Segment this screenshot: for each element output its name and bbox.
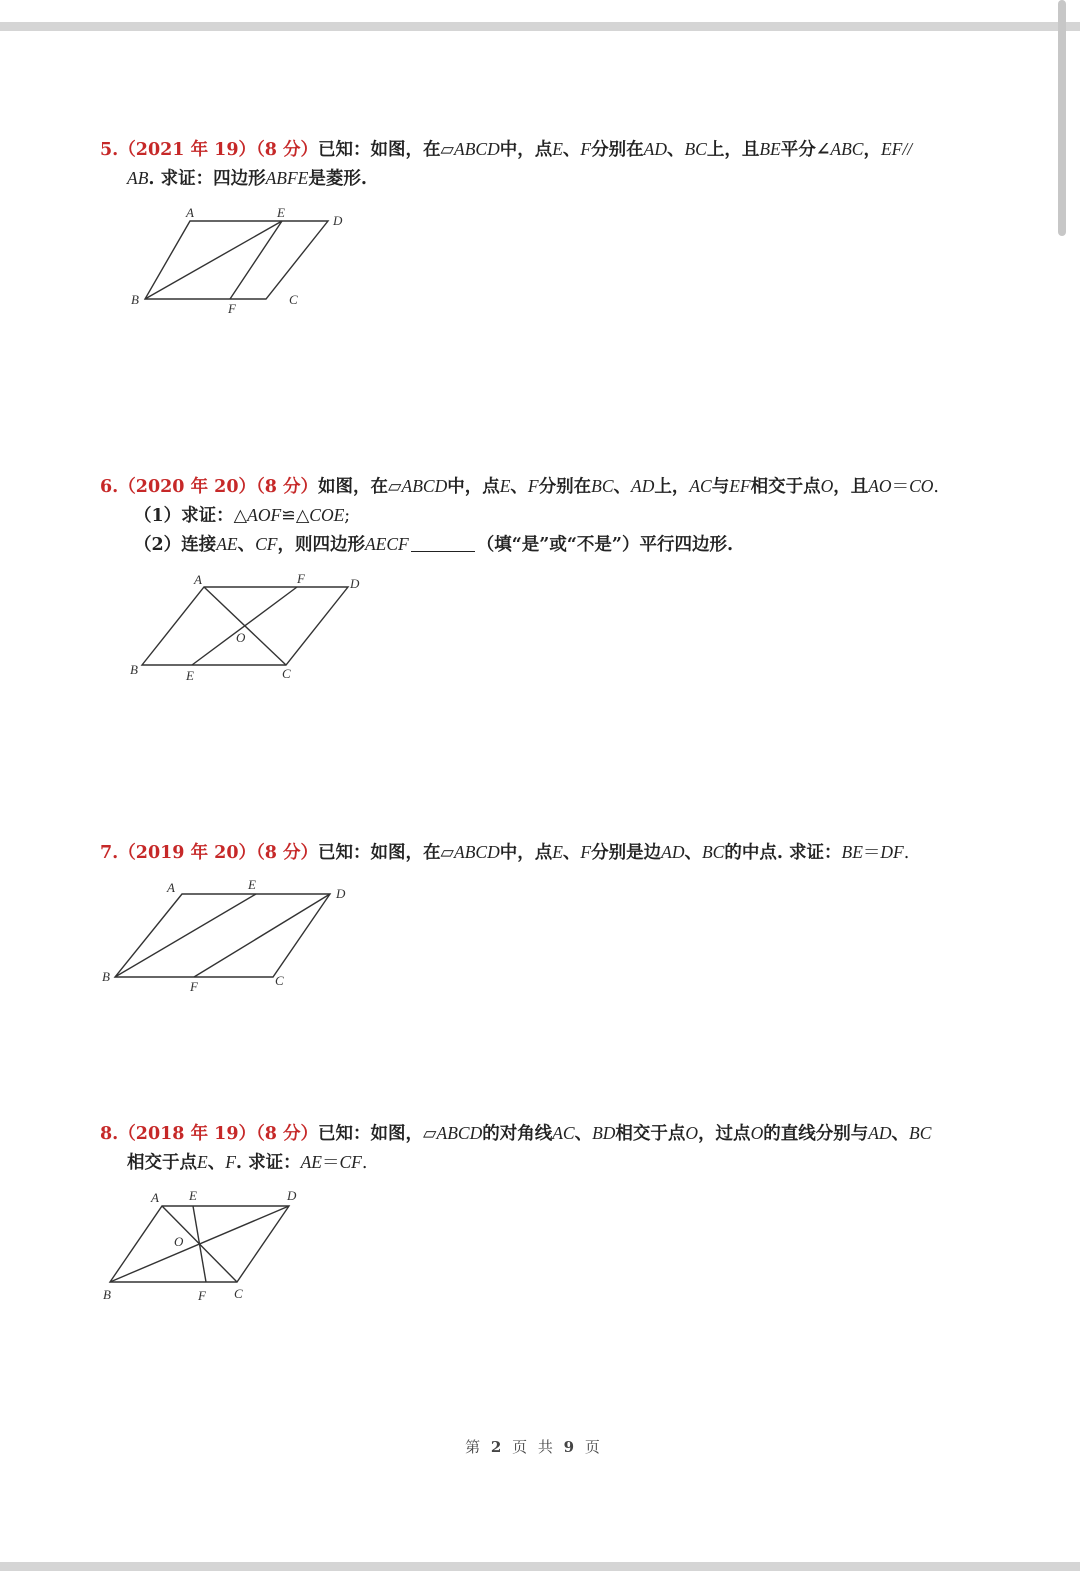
segment-df bbox=[194, 894, 330, 977]
bottom-divider bbox=[0, 1562, 1080, 1571]
segment-ef bbox=[230, 221, 282, 299]
segment-be bbox=[115, 894, 256, 977]
label-b: B bbox=[103, 1287, 111, 1302]
question-8-line-1: 8.（2018 年 19）（8 分）已知：如图，▱ABCD的对角线AC、BD相交于点O，过点O的直线分别与AD、BC bbox=[100, 1123, 932, 1144]
label-b: B bbox=[130, 662, 138, 677]
question-8 bbox=[100, 1119, 980, 1177]
question-8-line-2: 相交于点E、F. 求证：AE＝CF. bbox=[127, 1152, 368, 1173]
question-5 bbox=[100, 135, 980, 193]
label-c: C bbox=[282, 666, 291, 681]
label-c: C bbox=[234, 1286, 243, 1301]
parallelogram-abcd bbox=[145, 221, 328, 299]
label-f: F bbox=[228, 301, 236, 316]
label-d: D bbox=[287, 1188, 297, 1203]
question-6-line-1: 6.（2020 年 20）（8 分）如图，在▱ABCD中，点E、F分别在BC、AD上，AC与EF相交于点O，且AO＝CO. bbox=[100, 476, 939, 497]
label-b: B bbox=[131, 292, 139, 307]
question-7 bbox=[100, 838, 980, 867]
question-5-line-2: AB. 求证：四边形ABFE是菱形. bbox=[127, 168, 367, 189]
label-e: E bbox=[189, 1188, 197, 1203]
label-d: D bbox=[336, 886, 346, 901]
question-5-figure bbox=[120, 200, 360, 320]
question-7-line-1: 7.（2019 年 20）（8 分）已知：如图，在▱ABCD中，点E、F分别是边AD、BC的中点. 求证：BE＝DF. bbox=[100, 842, 910, 863]
page-footer: 第 2 页 共 9 页 bbox=[465, 1438, 603, 1456]
label-a: A bbox=[194, 572, 202, 587]
segment-ef bbox=[193, 1206, 206, 1282]
label-c: C bbox=[275, 973, 284, 988]
question-6-part-1: （1）求证：△AOF≌△COE; bbox=[134, 505, 351, 526]
label-d: D bbox=[333, 213, 343, 228]
parallelogram-abcd bbox=[115, 894, 330, 977]
label-a: A bbox=[167, 880, 175, 895]
label-a: A bbox=[151, 1190, 159, 1205]
label-d: D bbox=[350, 576, 360, 591]
question-6 bbox=[100, 472, 980, 559]
label-b: B bbox=[102, 969, 110, 984]
question-6-figure bbox=[120, 568, 370, 688]
label-f: F bbox=[198, 1288, 206, 1303]
label-e: E bbox=[186, 668, 194, 683]
label-c: C bbox=[289, 292, 298, 307]
question-7-figure bbox=[95, 872, 365, 997]
label-e: E bbox=[248, 877, 256, 892]
page-total: 9 bbox=[563, 1438, 578, 1456]
label-f: F bbox=[190, 979, 198, 994]
page-number: 2 bbox=[490, 1438, 505, 1456]
scrollbar-thumb[interactable] bbox=[1058, 0, 1066, 236]
label-f: F bbox=[297, 571, 305, 586]
question-6-part-2: （2）连接AE、CF，则四边形AECF （填“是”或“不是”）平行四边形. bbox=[134, 534, 734, 555]
label-o: O bbox=[236, 630, 246, 645]
parallelogram-symbol: ▱ bbox=[388, 477, 402, 497]
segment-ef bbox=[192, 587, 297, 665]
parallelogram-symbol: ▱ bbox=[423, 1124, 437, 1144]
segment-be bbox=[145, 221, 282, 299]
label-o: O bbox=[174, 1234, 184, 1249]
answer-blank[interactable] bbox=[411, 533, 475, 552]
top-divider bbox=[0, 22, 1080, 31]
parallelogram-symbol: ▱ bbox=[440, 843, 455, 863]
question-source: （2021 年 19）（8 分） bbox=[118, 140, 319, 160]
parallelogram-symbol: ▱ bbox=[440, 140, 455, 160]
label-a: A bbox=[186, 205, 194, 220]
question-8-figure bbox=[95, 1180, 325, 1310]
question-number: 5. bbox=[100, 140, 119, 160]
label-e: E bbox=[277, 205, 285, 220]
question-5-line-1: 5.（2021 年 19）（8 分）已知：如图，在▱ABCD中，点E、F分别在AD、BC上，且BE平分∠ABC，EF// bbox=[100, 139, 913, 160]
